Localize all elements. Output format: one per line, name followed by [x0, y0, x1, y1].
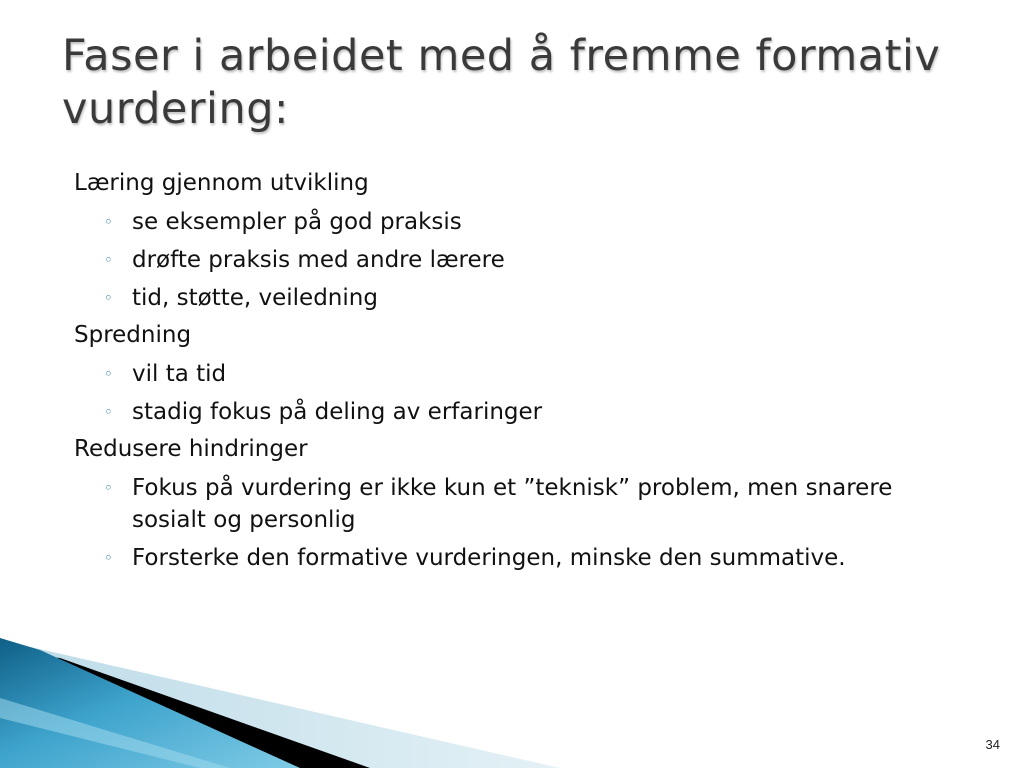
list-item-text: vil ta tid	[132, 361, 227, 387]
list-item-text: se eksempler på god praksis	[132, 209, 462, 235]
list-item	[74, 396, 954, 428]
page-number: 34	[985, 737, 1000, 752]
list-item	[74, 282, 954, 314]
section-heading: Spredning	[74, 322, 192, 348]
bullet-list	[74, 472, 954, 574]
bullet-ring-icon: ◦	[104, 549, 113, 567]
bullet-ring-icon: ◦	[104, 213, 113, 231]
bullet-ring-icon: ◦	[104, 403, 113, 421]
slide-body	[74, 168, 954, 580]
decorative-swoosh	[0, 638, 1024, 768]
section-reduce-obstacles	[74, 434, 954, 574]
list-item-text: Fokus på vurdering er ikke kun et ”teknisk” problem, men snarere sosialt og personlig	[132, 475, 893, 533]
bullet-ring-icon: ◦	[104, 289, 113, 307]
section-heading: Redusere hindringer	[74, 436, 308, 462]
list-item-text: stadig fokus på deling av erfaringer	[132, 399, 543, 425]
list-item	[74, 358, 954, 390]
bullet-list	[74, 358, 954, 428]
section-heading: Læring gjennom utvikling	[74, 170, 369, 196]
bullet-ring-icon: ◦	[104, 365, 113, 383]
list-item	[74, 244, 954, 276]
list-item-text: tid, støtte, veiledning	[132, 285, 378, 311]
section-learning	[74, 168, 954, 314]
list-item-text: Forsterke den formative vurderingen, minske den summative.	[132, 545, 846, 571]
bullet-ring-icon: ◦	[104, 251, 113, 269]
list-item-text: drøfte praksis med andre lærere	[132, 247, 505, 273]
list-item	[74, 472, 954, 536]
bullet-list	[74, 206, 954, 314]
bullet-ring-icon: ◦	[104, 479, 113, 497]
list-item	[74, 542, 954, 574]
list-item	[74, 206, 954, 238]
section-spreading	[74, 320, 954, 428]
slide-title: Faser i arbeidet med å fremme formativ vurdering:	[62, 31, 941, 134]
